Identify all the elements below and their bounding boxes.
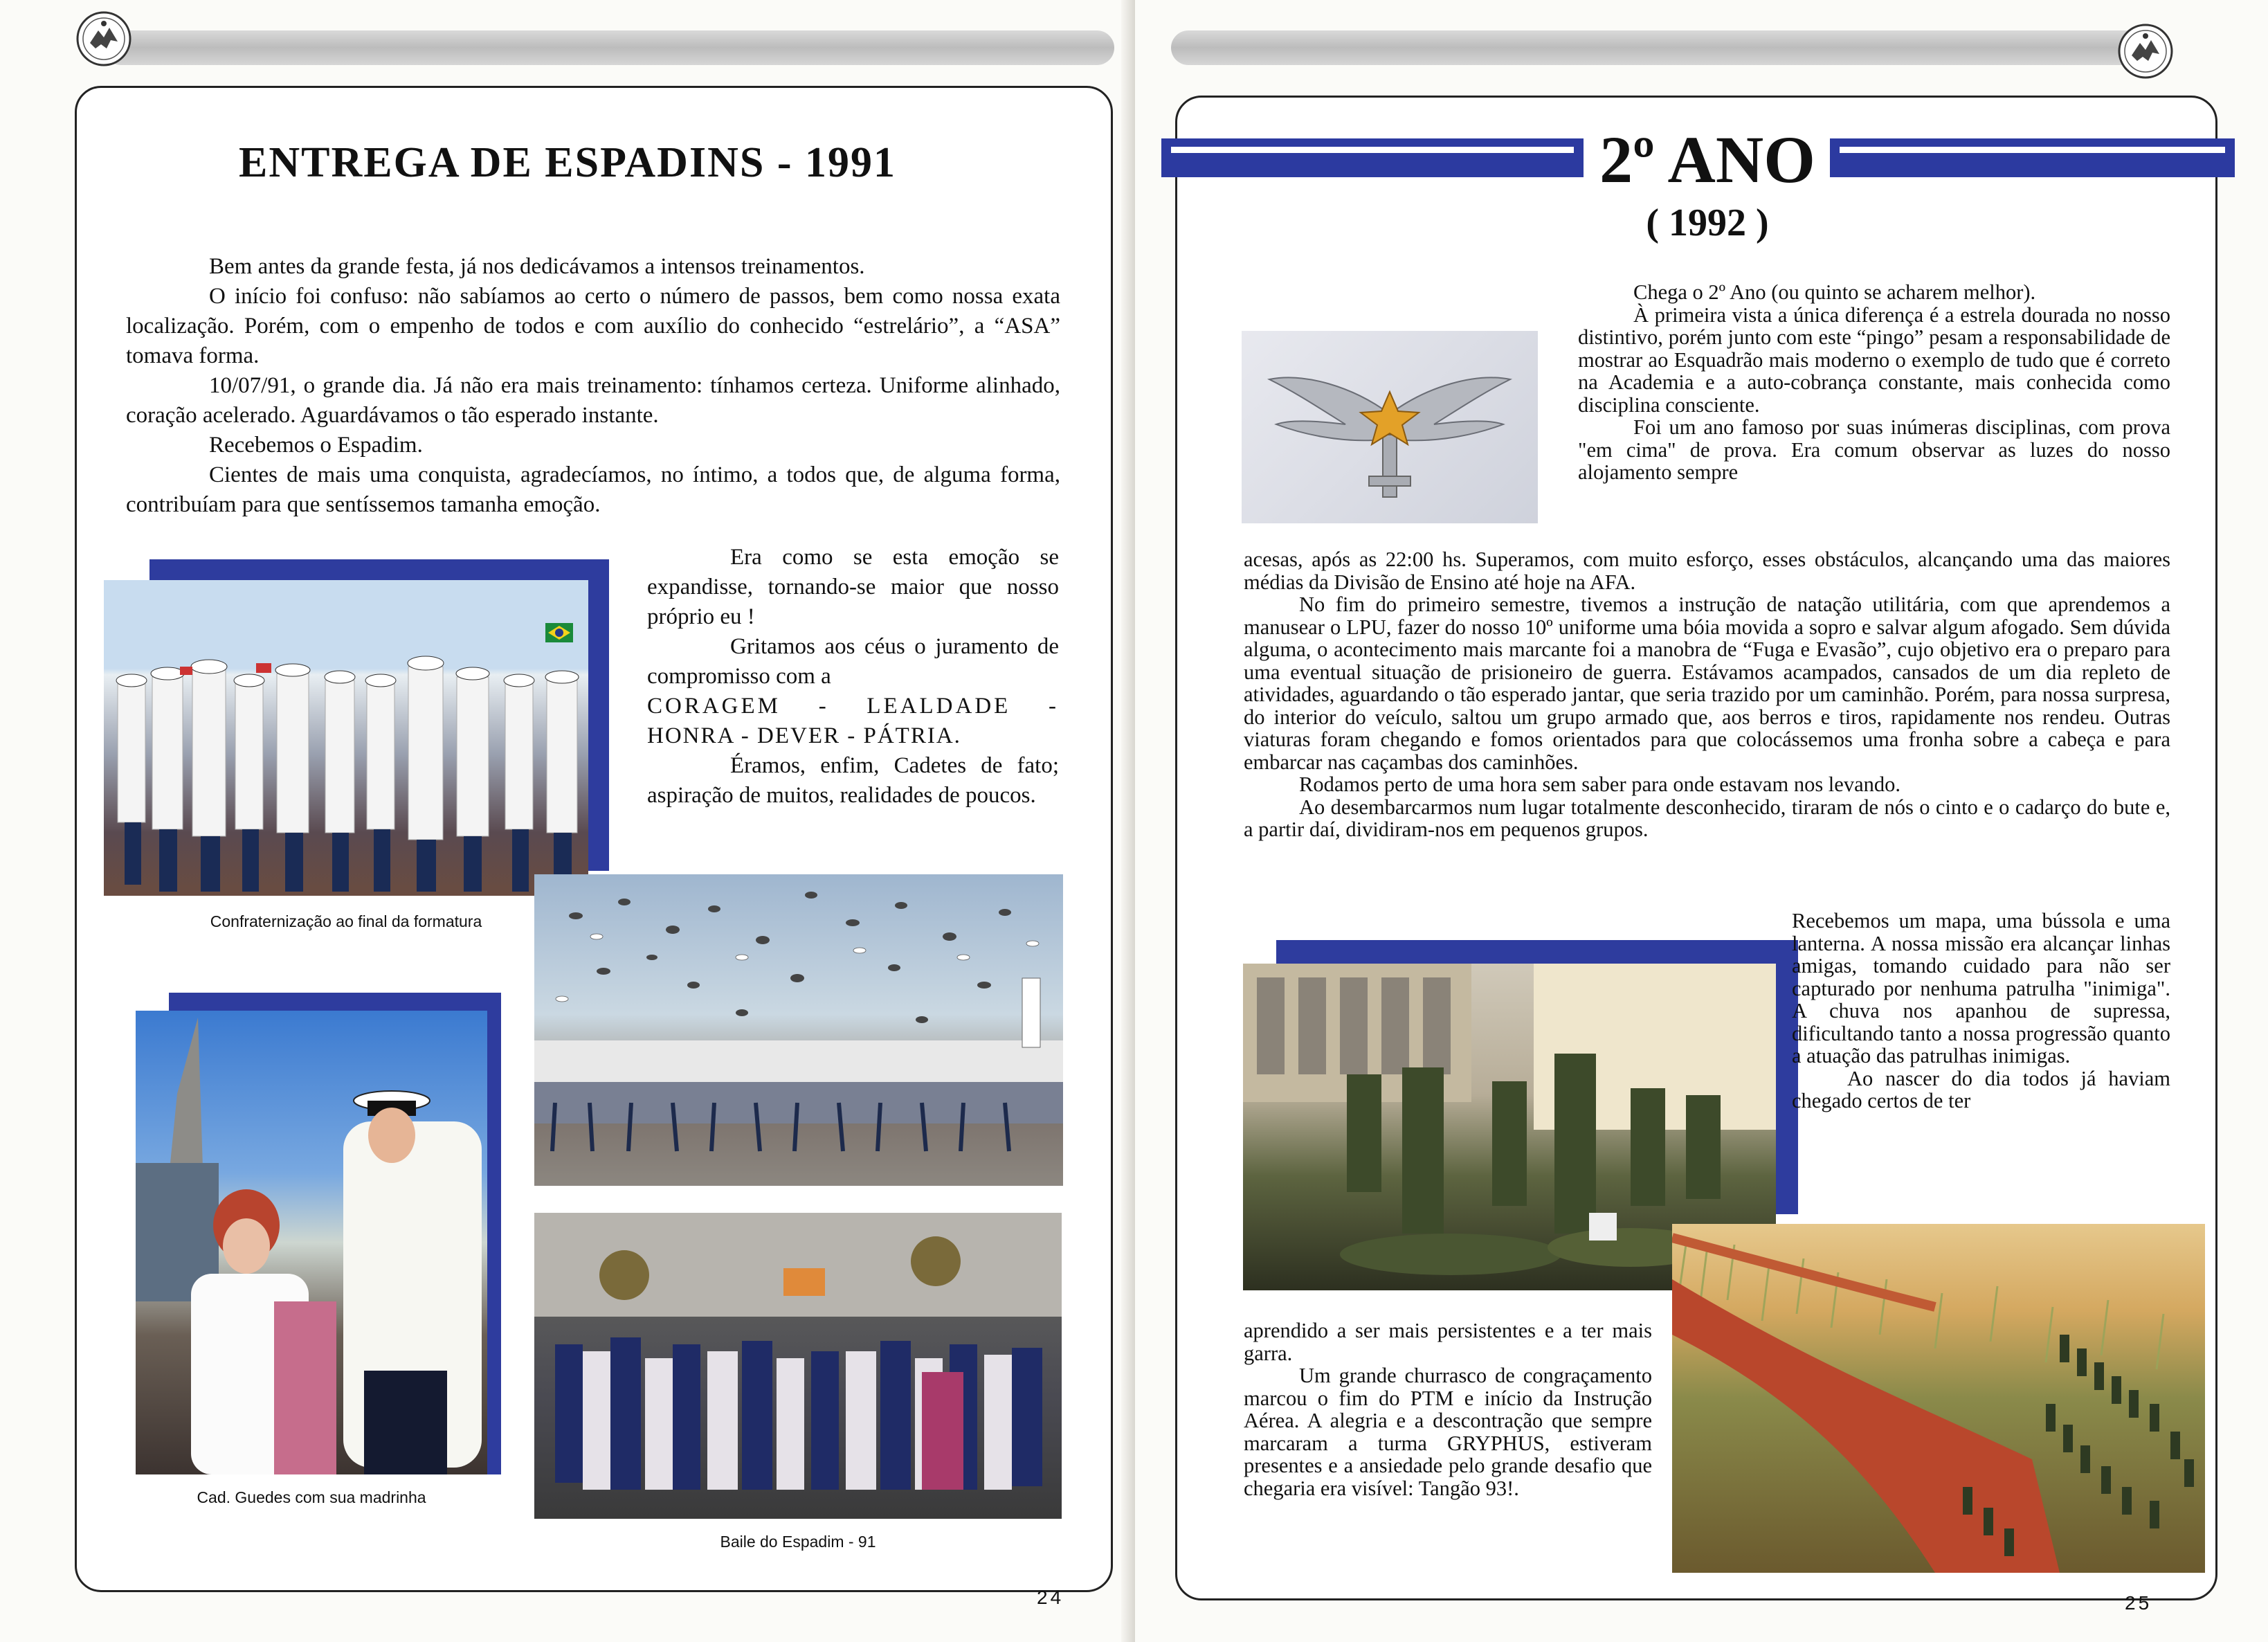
text-mid-right — [1792, 910, 2170, 1112]
text-full — [1244, 548, 2170, 841]
paragraph: Chega o 2º Ano (ou quinto se acharem melhor). — [1633, 280, 2036, 304]
photo-caption: Confraternização ao final da formatura — [210, 912, 482, 930]
intro-text — [126, 252, 1060, 520]
paragraph: 10/07/91, o grande dia. Já não era mais treinamento: tínhamos certeza. Uniforme alinhado, coração acelerado. Aguardávamos o tão esperado instante. — [126, 373, 1060, 428]
title-decor-bar — [1161, 138, 1584, 177]
header-bar — [104, 30, 1114, 65]
paragraph: Rodamos perto de uma hora sem saber para onde estavam nos levando. — [1299, 773, 1900, 796]
paragraph: À primeira vista a única diferença é a estrela dourada no nosso distintivo, porém junto com este “pingo” pesam a responsabilidade de mostrar ao Esquadrão mais moderno o exemplo de tudo que é correto na Academia e a auto-cobrança constante, mais conhecida como disciplina consciente. — [1578, 303, 2170, 417]
photo-wing-badge — [1242, 331, 1538, 523]
photo-cadet-with-godmother — [136, 1011, 487, 1474]
paragraph: Bem antes da grande festa, já nos dedicávamos a intensos treinamentos. — [209, 254, 865, 279]
page-title: ENTREGA DE ESPADINS - 1991 — [238, 139, 896, 186]
page-subtitle: ( 1992 ) — [1646, 201, 1769, 244]
paragraph: Um grande churrasco de congraçamento marcou o fim do PTM e início da Instrução Aérea. A alegria e a descontração que sempre marcaram a turma GRYPHUS, estiveram presentes e a ansiedade pelo grande desafio que chegaria era visível: Tangão 93!. — [1244, 1364, 1652, 1500]
side-text — [647, 543, 1059, 811]
photo-cadets-ceremony — [104, 580, 588, 896]
motto-line: CORAGEM - LEALDADE - — [647, 694, 1059, 719]
header-bar — [1171, 30, 2161, 65]
page-number: 24 — [1037, 1587, 1064, 1608]
page-title: 2º ANO — [1599, 123, 1815, 197]
paragraph: Cientes de mais uma conquista, agradecíamos, no íntimo, a todos que, de alguma forma, contribuíam para que sentíssemos tamanha emoção. — [126, 462, 1060, 517]
paragraph: Recebemos o Espadim. — [209, 433, 423, 458]
text-bottom — [1244, 1319, 1652, 1499]
paragraph: aprendido a ser mais persistentes e a ter mais garra. — [1244, 1319, 1652, 1365]
paragraph: Ao nascer do dia todos já haviam chegado certos de ter — [1792, 1066, 2170, 1112]
paragraph: No fim do primeiro semestre, tivemos a instrução de natação utilitária, com que aprendemos a manusear o LPU, fazer do nosso 10º uniforme uma bóia movida a sopro e salvar algum afogado. Sem dúvida alguma, o acontecimento mais marcante foi a manobra de “Fuga e Evasão”, cujo objetivo era o preparo para uma eventual situação de prisioneiro de guerra. Estávamos acampados, cansados de um dia repleto de atividades, aguardando o tão esperado jantar, que seria trazido por um caminhão. Porém, para nossa surpresa, do interior do veículo, saltou um grupo armado que, aos berros e tiros, rapidamente nos rendeu. Outras viaturas foram chegando e fomos orientados para que colocássemos uma fronha sobre a cabeça e para embarcar nas caçambas dos caminhões. — [1244, 593, 2170, 774]
paragraph: Era como se esta emoção se expandisse, tornando-se maior que nosso próprio eu ! — [647, 545, 1059, 629]
paragraph: O início foi confuso: não sabíamos ao certo o número de passos, bem como nossa exata localização. Porém, com o empenho de todos e com auxílio do conhecido “estrelário”, a “ASA” tomava forma. — [126, 284, 1060, 368]
text-top — [1578, 281, 2170, 484]
photo-caps-thrown — [534, 874, 1063, 1186]
paragraph: acesas, após as 22:00 hs. Superamos, com muito esforço, esses obstáculos, alcançando uma das maiores médias da Divisão de Ensino até hoje na AFA. — [1244, 548, 2170, 594]
title-decor-bar — [1830, 138, 2235, 177]
paragraph: Foi um ano famoso por suas inúmeras disciplinas, com prova "em cima" de prova. Era comum observar as luzes do nosso alojamento sempre — [1578, 415, 2170, 484]
gryphus-emblem-icon — [2116, 22, 2175, 80]
photo-caption: Cad. Guedes com sua madrinha — [197, 1488, 426, 1506]
paragraph: Recebemos um mapa, uma bússola e uma lanterna. A nossa missão era alcançar linhas amigas, tomando cuidado para não ser capturado por nenhuma patrulha "inimiga". A chuva nos apanhou de supressa, dificultando tanto a nossa progressão quanto a atuação das patrulhas inimigas. — [1792, 909, 2170, 1067]
photo-ball — [534, 1213, 1062, 1519]
gryphus-emblem-icon — [75, 10, 133, 68]
photo-caption: Baile do Espadim - 91 — [720, 1533, 876, 1551]
photo-field-march — [1672, 1224, 2205, 1573]
motto-line: HONRA - DEVER - PÁTRIA. — [647, 723, 961, 748]
paragraph: Ao desembarcarmos num lugar totalmente desconhecido, tiraram de nós o cinto e o cadarço do bute e, a partir daí, dividiram-nos em pequenos grupos. — [1244, 795, 2170, 841]
page-number: 25 — [2125, 1592, 2152, 1614]
right-page — [1135, 0, 2268, 1642]
paragraph: Gritamos aos céus o juramento de compromisso com a — [647, 634, 1059, 689]
paragraph: Éramos, enfim, Cadetes de fato; aspiração de muitos, realidades de poucos. — [647, 753, 1059, 808]
